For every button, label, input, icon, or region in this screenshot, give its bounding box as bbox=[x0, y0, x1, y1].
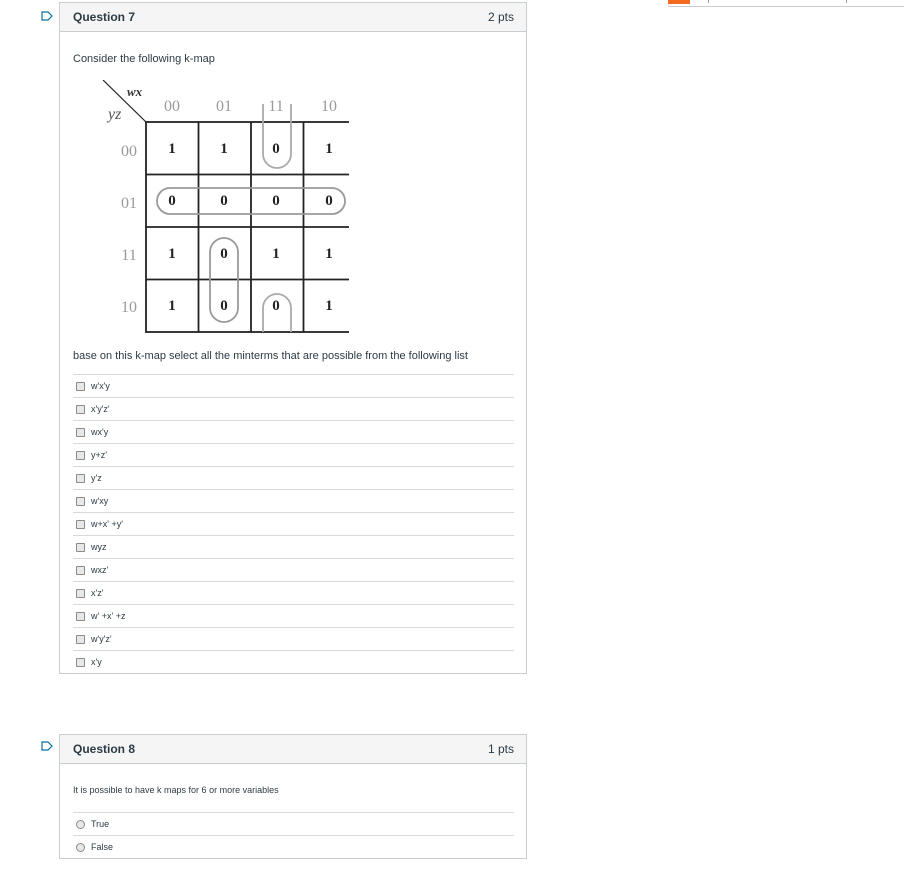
question-text: It is possible to have k maps for 6 or more variables bbox=[73, 785, 279, 795]
kmap-col-label: 00 bbox=[164, 98, 180, 115]
answer-list bbox=[73, 812, 514, 858]
answer-option[interactable] bbox=[73, 467, 514, 490]
kmap-cell-value: 0 bbox=[272, 298, 280, 314]
answer-checkbox[interactable] bbox=[76, 497, 85, 506]
kmap-row-label: 10 bbox=[121, 299, 137, 316]
answer-checkbox[interactable] bbox=[76, 658, 85, 667]
answer-checkbox[interactable] bbox=[76, 566, 85, 575]
answer-checkbox[interactable] bbox=[76, 428, 85, 437]
answer-label: x'y'z' bbox=[91, 404, 110, 414]
flag-question-icon[interactable] bbox=[41, 741, 53, 751]
answer-option[interactable] bbox=[73, 651, 514, 673]
answer-label: w'xy bbox=[91, 496, 109, 506]
answer-option[interactable] bbox=[73, 490, 514, 513]
answer-checkbox[interactable] bbox=[76, 543, 85, 552]
kmap-cell-value: 1 bbox=[325, 246, 333, 262]
answer-option[interactable] bbox=[73, 605, 514, 628]
question-title: Question 7 bbox=[73, 10, 136, 24]
kmap-cell-value: 0 bbox=[272, 141, 280, 157]
answer-option[interactable] bbox=[73, 536, 514, 559]
answer-label: False bbox=[91, 842, 114, 852]
question-text: Consider the following k-map bbox=[73, 53, 215, 65]
question-title: Question 8 bbox=[73, 742, 136, 756]
answer-label: y+z' bbox=[91, 450, 107, 460]
answer-label: x'y bbox=[91, 657, 102, 667]
answer-checkbox[interactable] bbox=[76, 589, 85, 598]
tick-mark bbox=[846, 0, 847, 3]
answer-checkbox[interactable] bbox=[76, 520, 85, 529]
answer-checkbox[interactable] bbox=[76, 612, 85, 621]
answer-option[interactable] bbox=[73, 444, 514, 467]
question-header bbox=[60, 3, 526, 32]
answer-radio[interactable] bbox=[76, 843, 85, 852]
flag-question-icon[interactable] bbox=[41, 11, 53, 21]
answer-checkbox[interactable] bbox=[76, 405, 85, 414]
kmap-cell-value: 1 bbox=[168, 141, 176, 157]
kmap-cell-value: 1 bbox=[220, 141, 228, 157]
kmap-cell-value: 0 bbox=[220, 298, 228, 314]
question-header bbox=[60, 735, 526, 764]
kmap-cell-value: 1 bbox=[168, 246, 176, 262]
answer-label: w'y'z' bbox=[91, 634, 112, 644]
kmap-row-label: 00 bbox=[121, 143, 137, 160]
kmap-cell-value: 0 bbox=[325, 193, 333, 209]
kmap-cell-value: 0 bbox=[272, 193, 280, 209]
answer-option[interactable] bbox=[73, 813, 514, 836]
answer-option[interactable] bbox=[73, 398, 514, 421]
question-instruction: base on this k-map select all the minterms that are possible from the following list bbox=[73, 350, 468, 362]
kmap-row-var: yz bbox=[108, 106, 122, 123]
answer-option[interactable] bbox=[73, 513, 514, 536]
answer-label: y'z bbox=[91, 473, 102, 483]
kmap-cell-value: 1 bbox=[272, 246, 280, 262]
answer-checkbox[interactable] bbox=[76, 451, 85, 460]
kmap-cell-value: 1 bbox=[168, 298, 176, 314]
kmap-col-label: 11 bbox=[268, 98, 284, 115]
kmap-cell-value: 0 bbox=[220, 246, 228, 262]
answer-label: wx'y bbox=[91, 427, 109, 437]
answer-checkbox[interactable] bbox=[76, 474, 85, 483]
kmap-col-var: wx bbox=[127, 84, 143, 99]
question-8 bbox=[59, 734, 527, 859]
kmap-col-label: 10 bbox=[321, 98, 337, 115]
answer-list bbox=[73, 374, 514, 673]
karnaugh-map bbox=[89, 80, 349, 335]
question-7 bbox=[59, 2, 527, 674]
top-toolbar-fragment bbox=[668, 0, 904, 7]
kmap-col-label: 01 bbox=[216, 98, 232, 115]
kmap-row-label: 11 bbox=[121, 247, 137, 264]
answer-option[interactable] bbox=[73, 375, 514, 398]
answer-label: wyz bbox=[91, 542, 107, 552]
tick-mark bbox=[708, 0, 709, 3]
question-points: 2 pts bbox=[487, 10, 514, 24]
answer-label: w' +x' +z bbox=[91, 611, 126, 621]
answer-checkbox[interactable] bbox=[76, 382, 85, 391]
answer-radio[interactable] bbox=[76, 820, 85, 829]
answer-checkbox[interactable] bbox=[76, 635, 85, 644]
answer-option[interactable] bbox=[73, 836, 514, 858]
answer-option[interactable] bbox=[73, 421, 514, 444]
kmap-cell-value: 1 bbox=[325, 141, 333, 157]
answer-option[interactable] bbox=[73, 582, 514, 605]
answer-label: True bbox=[91, 819, 110, 829]
question-points: 1 pts bbox=[487, 742, 514, 756]
answer-label: wxz' bbox=[91, 565, 109, 575]
kmap-cell-value: 0 bbox=[168, 193, 176, 209]
kmap-cell-value: 0 bbox=[220, 193, 228, 209]
answer-label: w+x' +y' bbox=[91, 519, 123, 529]
answer-option[interactable] bbox=[73, 628, 514, 651]
answer-option[interactable] bbox=[73, 559, 514, 582]
kmap-cell-value: 1 bbox=[325, 298, 333, 314]
answer-label: x'z' bbox=[91, 588, 104, 598]
kmap-row-label: 01 bbox=[121, 195, 137, 212]
answer-label: w'x'y bbox=[91, 381, 110, 391]
orange-indicator bbox=[668, 0, 690, 4]
